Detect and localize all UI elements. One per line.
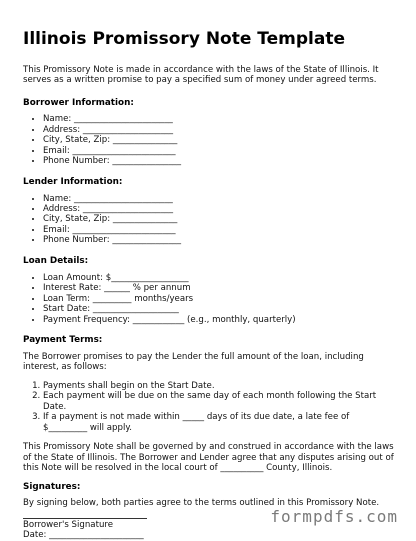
lender-name-field: • Name: _______________________	[43, 194, 395, 204]
borrower-fields	[23, 114, 395, 166]
payment-term-item: 1. Payments shall begin on the Start Date.	[43, 381, 395, 391]
payment-term-item: 3. If a payment is not made within _____ days of its due date, a late fee of $_________ will apply.	[43, 412, 395, 433]
borrower-name-field: • Name: _______________________	[43, 114, 395, 124]
payment-frequency-field: • Payment Frequency: ____________ (e.g., monthly, quarterly)	[43, 315, 395, 325]
lender-phone-field: • Phone Number: ________________	[43, 235, 395, 245]
interest-rate-field: • Interest Rate: ______ % per annum	[43, 283, 395, 293]
document-page	[23, 30, 395, 541]
signatures-heading: Signatures:	[23, 481, 81, 492]
borrower-signature-line: Borrower's Signature	[23, 518, 147, 530]
lender-city-field: • City, State, Zip: _______________	[43, 214, 395, 224]
payment-terms-heading: Payment Terms:	[23, 335, 103, 346]
governing-law-paragraph: This Promissory Note shall be governed by and construed in accordance with the laws of the State of Illinois. The Borrower and Lender agree that any disputes arising out of this Note will be resolved in the local court of __________ County, Illinois.	[23, 442, 394, 474]
borrower-city-field: • City, State, Zip: _______________	[43, 135, 395, 145]
loan-heading: Loan Details:	[23, 255, 89, 266]
start-date-field: • Start Date: ____________________	[43, 304, 395, 314]
loan-fields	[23, 273, 395, 325]
loan-term-field: • Loan Term: _________ months/years	[43, 294, 395, 304]
borrower-phone-field: • Phone Number: ________________	[43, 156, 395, 166]
watermark: formpdfs.com	[270, 507, 398, 527]
lender-email-field: • Email: ________________________	[43, 225, 395, 235]
borrower-heading: Borrower Information:	[23, 97, 134, 108]
payment-term-item: 2. Each payment will be due on the same day of each month following the Start Date.	[43, 391, 395, 412]
lender-fields	[23, 194, 395, 246]
lender-address-field: • Address: _____________________	[43, 204, 395, 214]
signature-date-field: Date: ______________________	[23, 530, 144, 541]
borrower-address-field: • Address: _____________________	[43, 125, 395, 135]
loan-amount-field: • Loan Amount: $__________________	[43, 273, 395, 283]
payment-intro: The Borrower promises to pay the Lender the full amount of the loan, including interest, as follows:	[23, 351, 364, 373]
document-title: Illinois Promissory Note Template	[23, 29, 346, 49]
lender-heading: Lender Information:	[23, 176, 123, 187]
payment-terms-list	[23, 381, 395, 433]
signatures-text: By signing below, both parties agree to the terms outlined in this Promissory Note.	[23, 498, 380, 509]
intro-paragraph: This Promissory Note is made in accordance with the laws of the State of Illinois. It serves as a written promise to pay a specified sum of money under agreed terms.	[23, 64, 379, 86]
borrower-email-field: • Email: ________________________	[43, 146, 395, 156]
